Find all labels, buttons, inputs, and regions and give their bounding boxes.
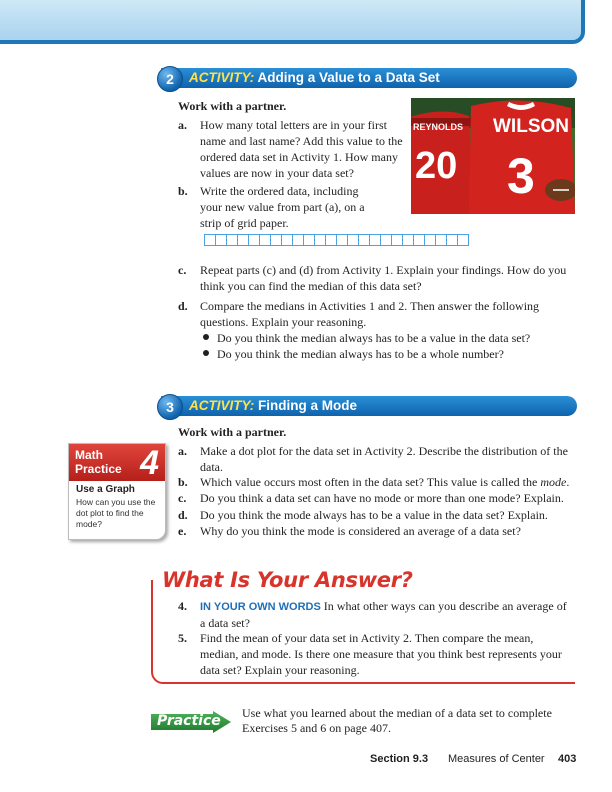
math-practice-description: How can you use the dot plot to find the mode? <box>76 497 156 529</box>
photo-illustration <box>411 98 575 214</box>
activity-2-bullet-2 <box>203 346 504 362</box>
question-text: IN YOUR OWN WORDS In what other ways can you describe an average of a data set? <box>200 599 567 630</box>
in-your-own-words-keyword: IN YOUR OWN WORDS <box>200 601 321 613</box>
activity-2-title: Adding a Value to a Data Set <box>257 70 440 85</box>
jersey-left-name: REYNOLDS <box>413 122 464 132</box>
question-text: Do you think a data set can have no mode or more than one mode? Explain. <box>200 491 564 505</box>
bullet-text: Do you think the median always has to be a value in the data set? <box>217 331 531 345</box>
activity-2-question-b <box>178 183 383 231</box>
question-text: Why do you think the mode is considered an average of a data set? <box>200 524 521 538</box>
bullet-dot-icon <box>203 350 209 356</box>
activity-3-work-with: Work with a partner. <box>178 425 287 439</box>
math-practice-header <box>69 444 165 481</box>
page-number: 403 <box>558 753 577 765</box>
question-5 <box>178 630 563 678</box>
footer-title: Measures of Center <box>448 753 545 765</box>
math-practice-box <box>68 443 166 540</box>
activity-3-header <box>161 396 577 416</box>
activity-2-bullet-1 <box>203 330 530 346</box>
question-text: Which value occurs most often in the data set? This value is called the mode. <box>200 475 570 489</box>
what-is-your-answer-title: What Is Your Answer? <box>158 568 417 592</box>
top-banner <box>0 0 585 44</box>
activity-2-header <box>161 68 577 88</box>
activity-2-question-a <box>178 117 403 181</box>
bullet-text: Do you think the median always has to be a whole number? <box>217 347 504 361</box>
practice-label: Practice <box>157 713 221 729</box>
question-label: d. <box>178 508 188 522</box>
activity-3-title: Finding a Mode <box>258 398 358 413</box>
activity-3-question-b <box>178 474 578 490</box>
question-label: c. <box>178 491 187 505</box>
question-text: How many total letters are in your first name and last name? Add this value to the ordered data set in Activity 1. How many values are now in your data set? <box>200 118 403 180</box>
activity-3-question-a <box>178 443 573 475</box>
question-label: 4. <box>178 599 187 613</box>
football-players-photo <box>411 98 575 214</box>
question-text: Repeat parts (c) and (d) from Activity 1. Explain your findings. How do you think you can find the median of this data set? <box>200 263 567 293</box>
math-practice-title: Math Practice <box>75 448 122 476</box>
jersey-left-number: 20 <box>415 145 458 187</box>
jersey-right-name: WILSON <box>493 116 569 137</box>
activity-3-keyword: ACTIVITY: <box>189 398 255 413</box>
question-label: a. <box>178 444 187 458</box>
activity-3-question-e <box>178 523 578 539</box>
math-practice-number: 4 <box>140 444 159 482</box>
question-4 <box>178 598 568 631</box>
question-text: Find the mean of your data set in Activity 2. Then compare the mean, median, and mode. Is there one measure that you think best represents your data set? Explain your reasoning. <box>200 631 562 677</box>
question-text: Compare the medians in Activities 1 and 2. Then answer the following questions. Explain your reasoning. <box>200 299 540 329</box>
activity-2-keyword: ACTIVITY: <box>189 70 255 85</box>
math-practice-subtitle: Use a Graph <box>76 484 135 495</box>
question-label: b. <box>178 475 188 489</box>
activity-2-question-c <box>178 262 573 294</box>
question-label: e. <box>178 524 187 538</box>
question-label: d. <box>178 299 188 313</box>
question-text: Make a dot plot for the data set in Activity 2. Describe the distribution of the data. <box>200 444 568 474</box>
question-text: Write the ordered data, including your new value from part (a), on a strip of grid paper. <box>200 184 365 230</box>
jersey-right-number: 3 <box>507 148 535 204</box>
activity-3-question-d <box>178 507 578 523</box>
question-label: c. <box>178 263 187 277</box>
question-label: a. <box>178 118 187 132</box>
activity-2-question-d <box>178 298 548 330</box>
question-label: b. <box>178 184 188 198</box>
footer-section: Section 9.3 <box>370 753 429 765</box>
activity-2-work-with: Work with a partner. <box>178 99 287 113</box>
bullet-dot-icon <box>203 334 209 340</box>
question-label: 5. <box>178 631 187 645</box>
activity-2-number: 2 <box>157 66 183 92</box>
practice-text: Use what you learned about the median of a data set to complete Exercises 5 and 6 on page 407. <box>242 706 552 735</box>
grid-paper-strip <box>204 234 468 245</box>
activity-3-number: 3 <box>157 394 183 420</box>
activity-3-question-c <box>178 490 578 506</box>
question-text: Do you think the mode always has to be a value in the data set? Explain. <box>200 508 548 522</box>
